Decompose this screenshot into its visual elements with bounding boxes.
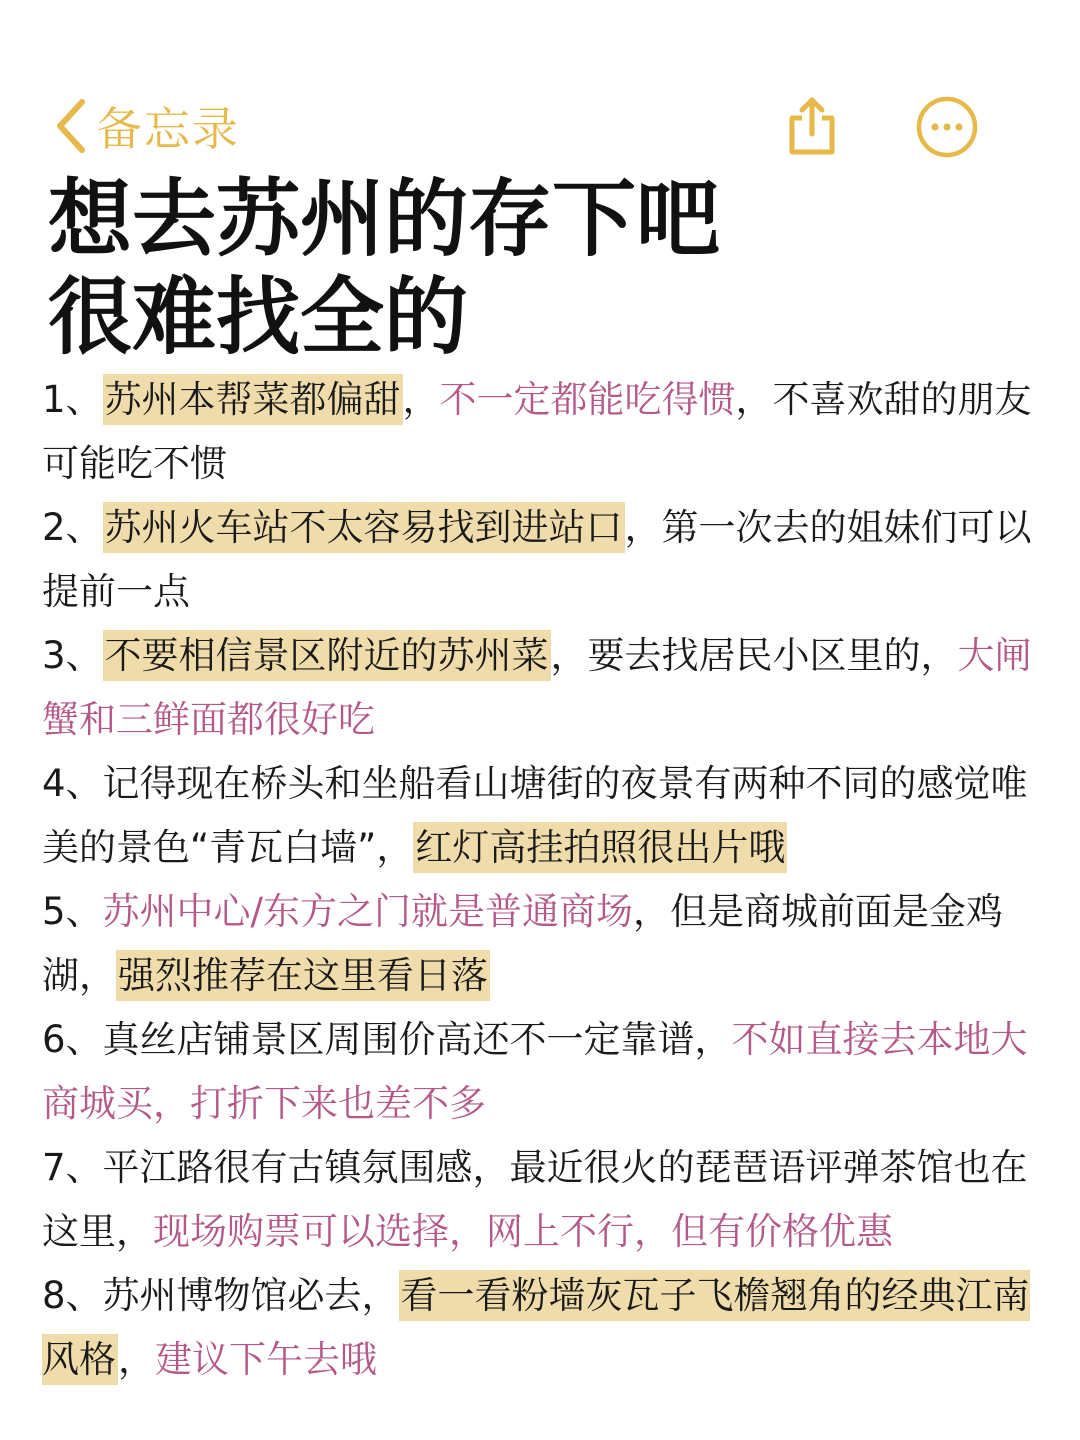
highlighted-text: 看一看粉墙灰瓦子飞檐翘角的经典江南风格	[42, 1270, 1030, 1385]
back-label: 备忘录	[96, 102, 240, 156]
note-item-5	[42, 880, 1050, 1008]
note-body	[42, 368, 1050, 1392]
pink-text: 建议下午去哦	[155, 1338, 377, 1381]
highlighted-text: 强烈推荐在这里看日落	[116, 950, 490, 1001]
plain-text: 平江路很有古镇氛围感，最近很火的琵琶语评弹茶馆也在这里，	[42, 1146, 1028, 1253]
pink-text: 大闸蟹和三鲜面都很好吃	[42, 634, 1032, 741]
highlighted-text: 苏州本帮菜都偏甜	[103, 374, 403, 425]
share-icon	[780, 143, 844, 162]
note-item-3	[42, 624, 1050, 752]
note-item-2	[42, 496, 1050, 624]
title-line-1: 想去苏州的存下吧	[48, 170, 721, 268]
item-number: 7、	[42, 1146, 103, 1189]
note-title	[48, 170, 1048, 366]
item-number: 6、	[42, 1018, 103, 1061]
note-item-1	[42, 368, 1050, 496]
note-item-8	[42, 1264, 1050, 1392]
nav-bar	[0, 88, 1080, 168]
plain-text: ，要去找居民小区里的，	[550, 634, 958, 677]
highlighted-text: 红灯高挂拍照很出片哦	[413, 822, 787, 873]
back-button[interactable]	[52, 92, 240, 160]
item-number: 2、	[42, 506, 103, 549]
pink-text: 不如直接去本地大商城买，打折下来也差不多	[42, 1018, 1028, 1125]
item-number: 4、	[42, 762, 103, 805]
plain-text: 苏州博物馆必去，	[102, 1274, 399, 1317]
more-button[interactable]	[914, 94, 980, 164]
note-item-6	[42, 1008, 1050, 1136]
plain-text: ，	[118, 1338, 155, 1381]
item-number: 1、	[42, 378, 103, 421]
share-button[interactable]	[780, 94, 844, 162]
pink-text: 苏州中心/东方之门就是普通商场	[102, 890, 634, 933]
pink-text: 不一定都能吃得惯	[439, 378, 736, 421]
plain-text: ，但是商城前面是金鸡湖，	[42, 890, 1004, 997]
chevron-left-icon	[52, 96, 90, 156]
highlighted-text: 苏州火车站不太容易找到进站口	[103, 502, 625, 553]
plain-text: ，	[402, 378, 440, 421]
item-number: 5、	[42, 890, 103, 933]
plain-text: ，不喜欢甜的朋友可能吃不惯	[42, 378, 1032, 485]
more-icon	[914, 145, 980, 164]
pink-text: 现场购票可以选择，网上不行，但有价格优惠	[153, 1210, 893, 1253]
item-number: 8、	[42, 1274, 103, 1317]
plain-text: ，第一次去的姐妹们可以提前一点	[42, 506, 1032, 613]
plain-text: 真丝店铺景区周围价高还不一定靠谱，	[102, 1018, 732, 1061]
note-item-7	[42, 1136, 1050, 1264]
item-number: 3、	[42, 634, 103, 677]
highlighted-text: 不要相信景区附近的苏州菜	[103, 630, 551, 681]
plain-text: 记得现在桥头和坐船看山塘街的夜景有两种不同的感觉唯美的景色“青瓦白墙”，	[42, 762, 1028, 869]
note-item-4	[42, 752, 1050, 880]
title-line-2: 很难找全的	[48, 268, 469, 366]
